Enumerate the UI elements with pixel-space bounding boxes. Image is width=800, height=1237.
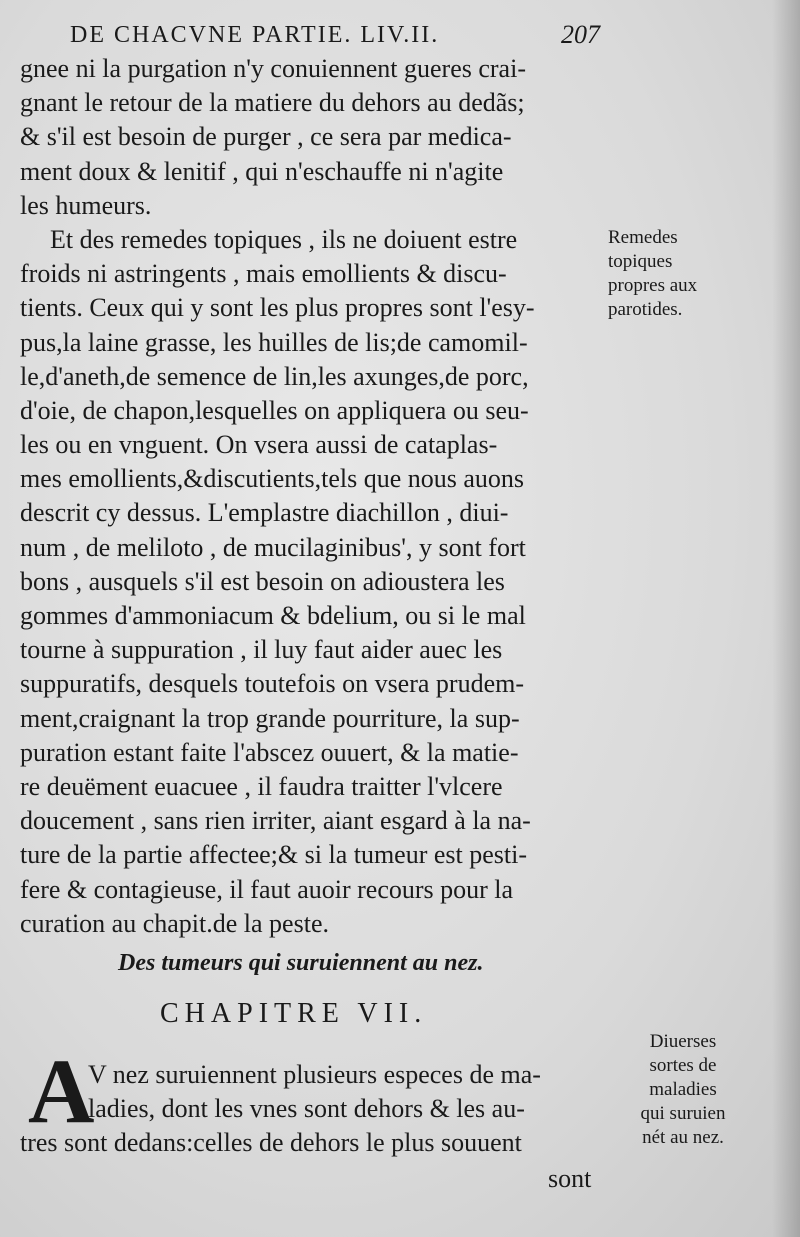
- page-edge-shadow: [772, 0, 800, 1237]
- running-head: DE CHACVNE PARTIE. LIV.II.: [70, 22, 440, 48]
- drop-cap-initial: A: [28, 1040, 95, 1142]
- page-header: [60, 18, 600, 54]
- margin-note-line: sortes de: [649, 1055, 717, 1076]
- text-line: suppuratifs, desquels toutefois on vsera prudem-: [20, 669, 525, 699]
- margin-note-line: maladies: [649, 1079, 717, 1100]
- margin-note-line: Diuerses: [649, 1031, 717, 1052]
- text-line: re deuëment euacuee , il faudra traitter l'vlcere: [20, 771, 503, 801]
- text-line: d'oie, de chapon,lesquelles on appliquera ou seu-: [20, 395, 529, 425]
- text-line: pus,la laine grasse, les huilles de lis;de camomil-: [20, 327, 528, 357]
- margin-note-diuerses: [608, 1030, 758, 1150]
- catchword: sont: [548, 1164, 592, 1193]
- chapter-heading: CHAPITRE VII.: [160, 998, 428, 1029]
- text-line: gommes d'ammoniacum & bdelium, ou si le mal: [20, 601, 526, 630]
- text-line: curation au chapit.de la peste.: [20, 908, 329, 938]
- margin-note-line: qui suruien: [640, 1103, 726, 1124]
- main-text-block: [20, 52, 602, 941]
- margin-note-line: Remedes: [608, 227, 678, 248]
- text-line: les humeurs.: [20, 190, 152, 220]
- text-line: gnee ni la purgation n'y conuiennent gueres crai-: [20, 54, 526, 83]
- text-line: Et des remedes topiques , ils ne doiuent estre: [50, 224, 518, 254]
- text-line: fere & contagieuse, il faut auoir recours pour la: [20, 874, 514, 904]
- text-line: tients. Ceux qui y sont les plus propres sont l'esy-: [20, 293, 535, 323]
- chapter-text-block: [88, 1058, 608, 1126]
- text-line: doucement , sans rien irriter, aiant esgard à la na-: [20, 806, 531, 836]
- margin-note-remedes: [608, 226, 788, 322]
- text-line: puration estant faite l'abscez ouuert, & la matie-: [20, 737, 519, 767]
- text-line: ment,craignant la trop grande pourriture, la sup-: [20, 703, 520, 733]
- text-line: tres sont dedans:celles de dehors le plus souuent: [20, 1128, 522, 1157]
- text-line: num , de meliloto , de mucilaginibus', y sont fort: [20, 532, 526, 562]
- text-line: les ou en vnguent. On vsera aussi de cataplas-: [20, 430, 498, 460]
- text-line: ladies, dont les vnes sont dehors & les au-: [88, 1094, 525, 1123]
- text-line: ture de la partie affectee;& si la tumeur est pesti-: [20, 840, 528, 870]
- margin-note-line: topiques: [608, 251, 673, 272]
- margin-note-line: propres aux: [608, 275, 698, 296]
- text-line: ment doux & lenitif , qui n'eschauffe ni n'agite: [20, 156, 504, 186]
- text-line: le,d'aneth,de semence de lin,les axunges,de porc,: [20, 361, 529, 391]
- text-line: V nez suruiennent plusieurs especes de ma-: [88, 1060, 541, 1089]
- page-number: 207: [561, 20, 600, 49]
- text-line: froids ni astringents , mais emollients & discu-: [20, 259, 507, 289]
- text-line: tourne à suppuration , il luy faut aider auec les: [20, 635, 503, 665]
- text-line: descrit cy dessus. L'emplastre diachillon , diui-: [20, 498, 509, 528]
- margin-note-line: parotides.: [608, 299, 683, 320]
- margin-note-line: nét au nez.: [642, 1127, 724, 1148]
- text-line: mes emollients,&discutients,tels que nous auons: [20, 464, 525, 494]
- text-line: & s'il est besoin de purger , ce sera par medica-: [20, 122, 512, 152]
- text-line: gnant le retour de la matiere du dehors au dedãs;: [20, 88, 525, 118]
- text-line: bons , ausquels s'il est besoin on adioustera les: [20, 566, 505, 596]
- section-title: Des tumeurs qui suruiennent au nez.: [118, 950, 484, 976]
